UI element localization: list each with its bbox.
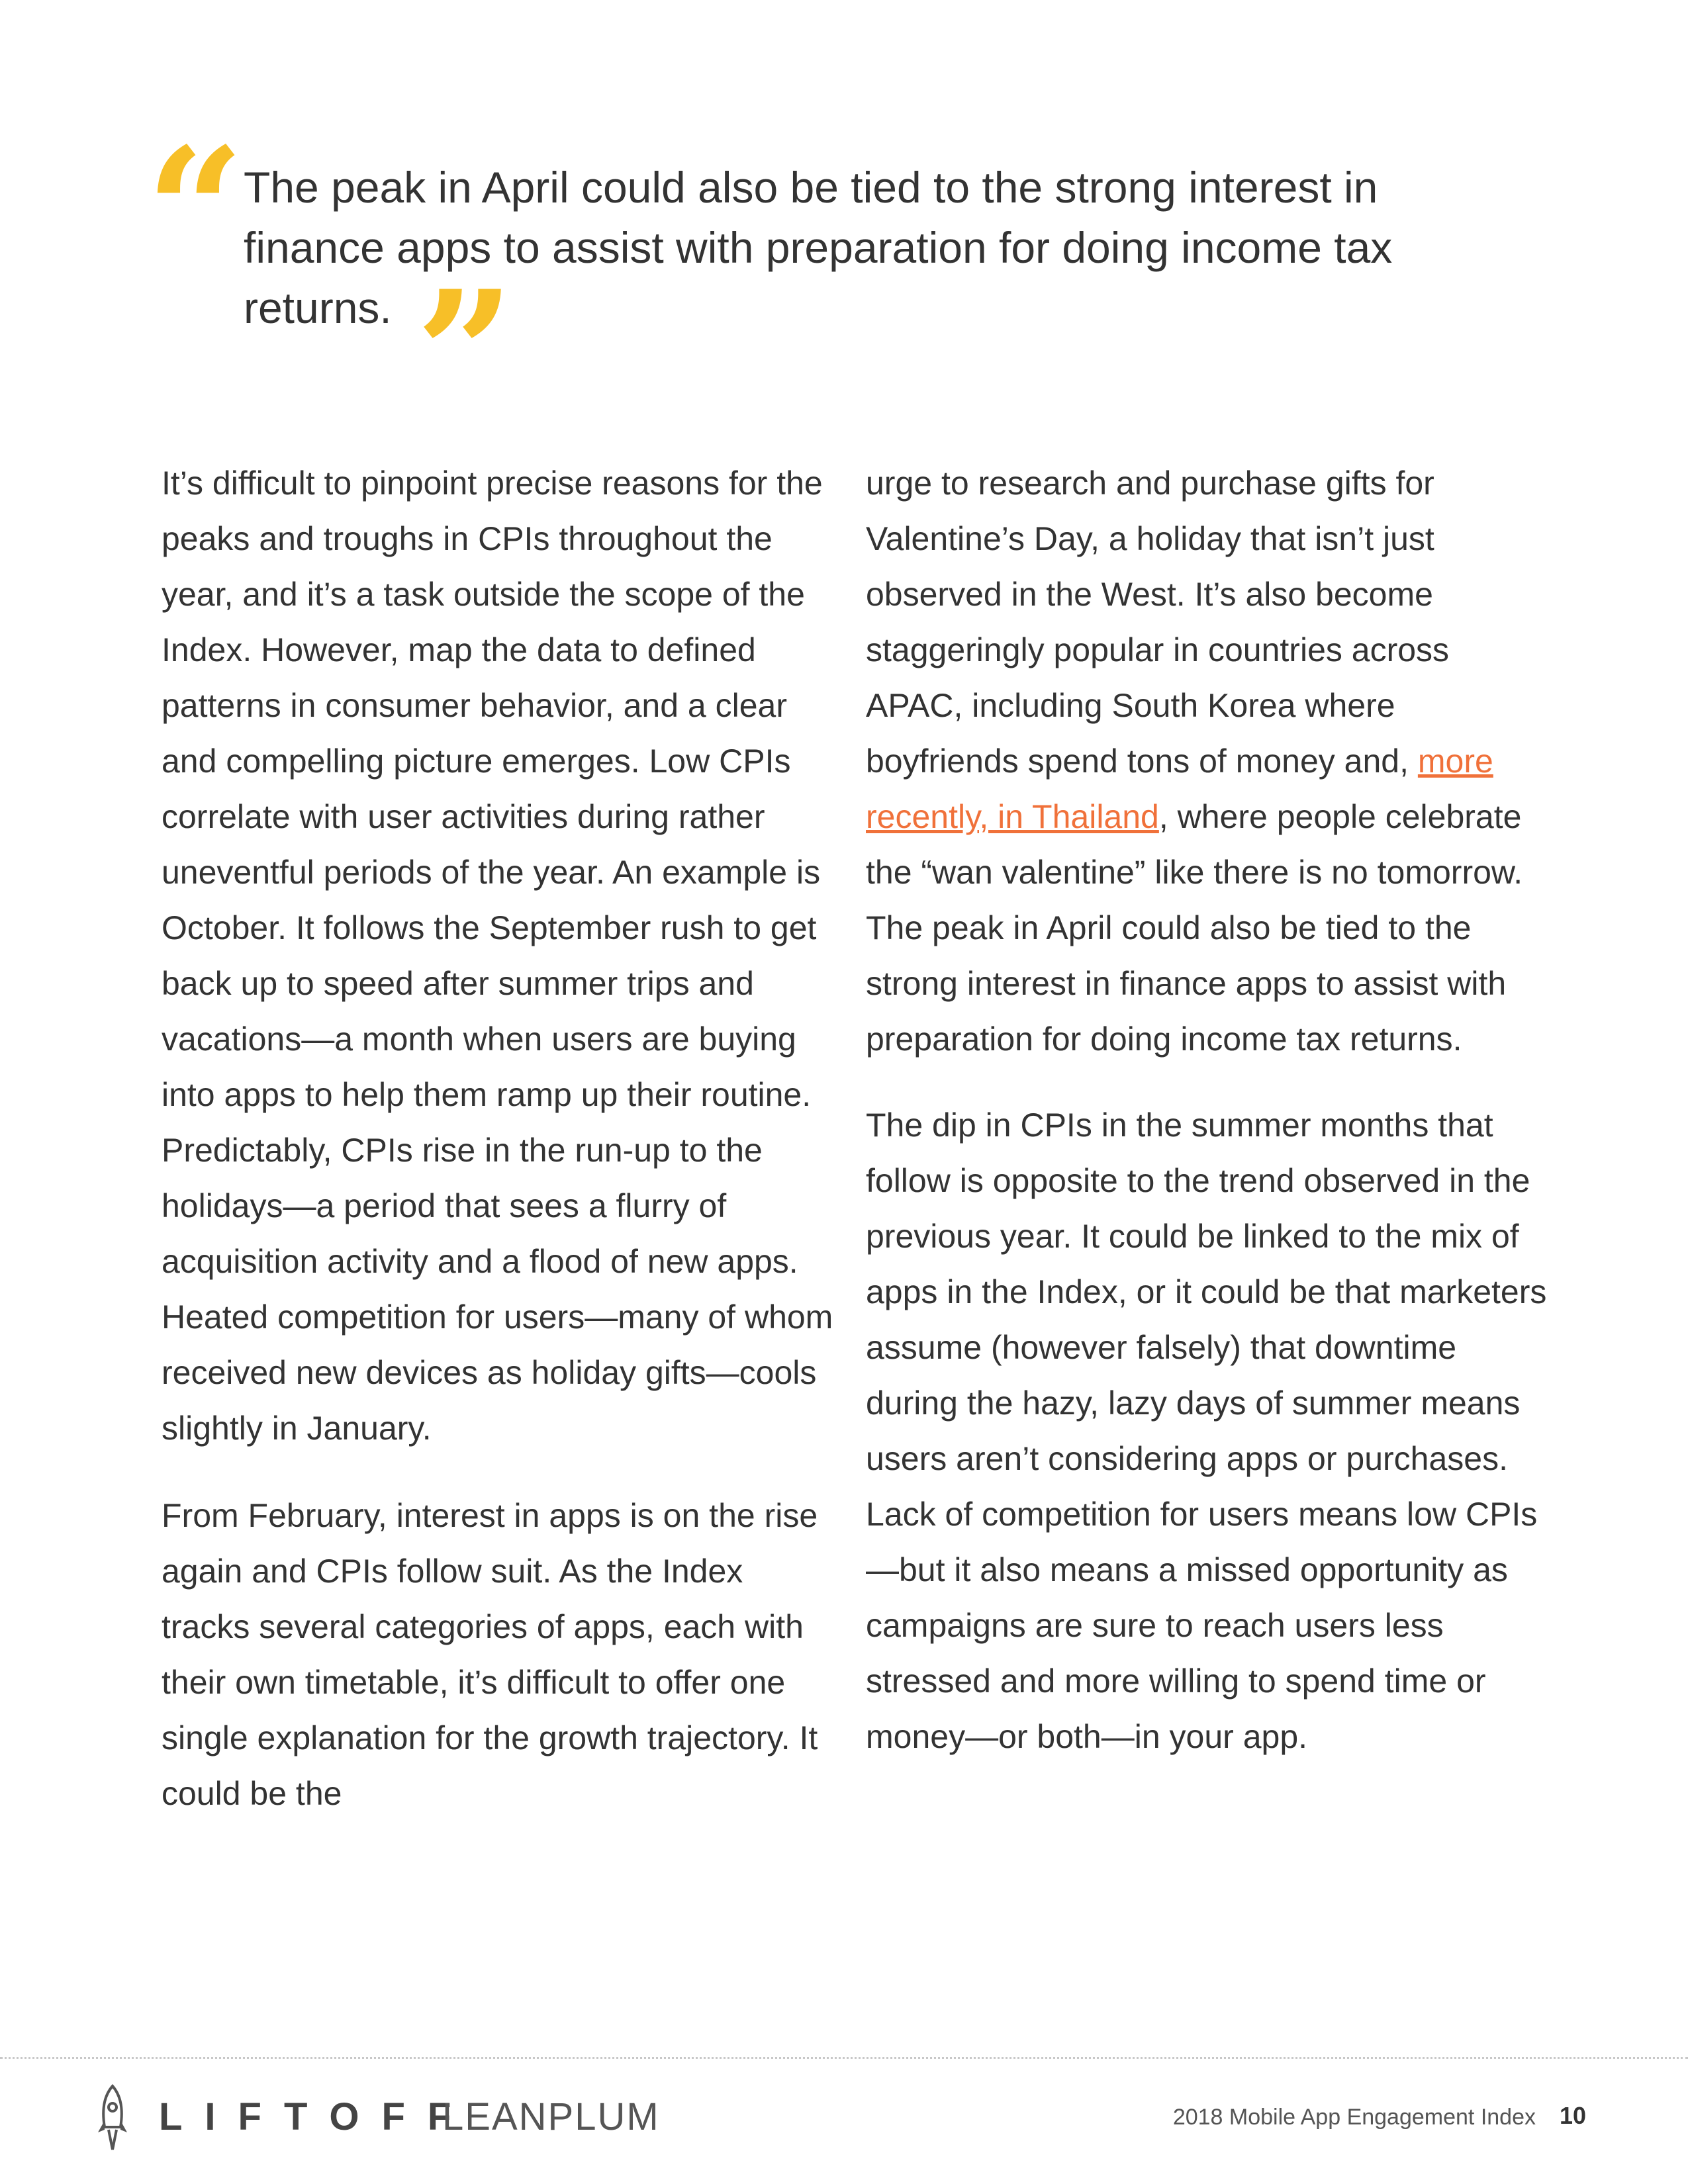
right-paragraph-1	[866, 455, 1548, 1067]
open-quote-mark: “	[146, 111, 245, 312]
right-paragraph-1-end: , where people celebrate the “wan valentine” like there is no tomorrow. The peak in April could also be tied to the strong interest in finance apps to assist with preparation for doing income tax returns.	[866, 798, 1523, 1058]
rocket-icon	[93, 2083, 132, 2156]
pull-quote-text: The peak in April could also be tied to the strong interest in finance apps to assist with preparation for doing income tax returns.	[244, 163, 1393, 332]
right-paragraph-2: The dip in CPIs in the summer months that follow is opposite to the trend observed in the previous year. It could be linked to the mix of apps in the Index, or it could be that marketers assume (however falsely) that downtime during the hazy, lazy days of summer means users aren’t considering apps or purchases. Lack of competition for users means low CPIs—but it also means a missed opportunity as campaigns are sure to reach users less stressed and more willing to spend time or money—or both—in your app.	[866, 1107, 1547, 1755]
left-paragraph-2: From February, interest in apps is on the rise again and CPIs follow suit. As the Index tracks several categories of apps, each with their own timetable, it’s difficult to offer one single explanation for the growth trajectory. It could be the	[162, 1497, 818, 1812]
right-paragraph-1-start: urge to research and purchase gifts for Valentine’s Day, a holiday that isn’t just observed in the West. It’s also become staggeringly popular in countries across APAC, including South Korea where boyfriends spend tons of money and,	[866, 465, 1450, 780]
liftoff-logo: LIFTOFF	[159, 2095, 474, 2138]
close-quote-mark: ”	[415, 253, 515, 455]
body-left-column	[162, 455, 837, 1853]
body-right-column	[866, 455, 1548, 1796]
leanplum-logo: LEANPLUM	[442, 2095, 660, 2138]
pull-quote	[244, 158, 1501, 455]
footer-divider	[0, 2057, 1688, 2059]
page-number: 10	[1560, 2102, 1587, 2129]
thailand-valentine-link[interactable]: more recently, in Thailand	[866, 743, 1493, 835]
left-paragraph-1: It’s difficult to pinpoint precise reasons for the peaks and troughs in CPIs throughout the year, and it’s a task outside the scope of the Index. However, map the data to defined patterns in consumer behavior, and a clear and compelling picture emerges. Low CPIs correlate with user activities during rather uneventful periods of the year. An example is October. It follows the September rush to get back up to speed after summer trips and vacations—a month when users are buying into apps to help them ramp up their routine. Predictably, CPIs rise in the run-up to the holidays—a period that sees a flurry of acquisition activity and a flood of new apps. Heated competition for users—many of whom received new devices as holiday gifts—cools slightly in January.	[162, 465, 833, 1447]
report-title: 2018 Mobile App Engagement Index	[1172, 2105, 1536, 2130]
